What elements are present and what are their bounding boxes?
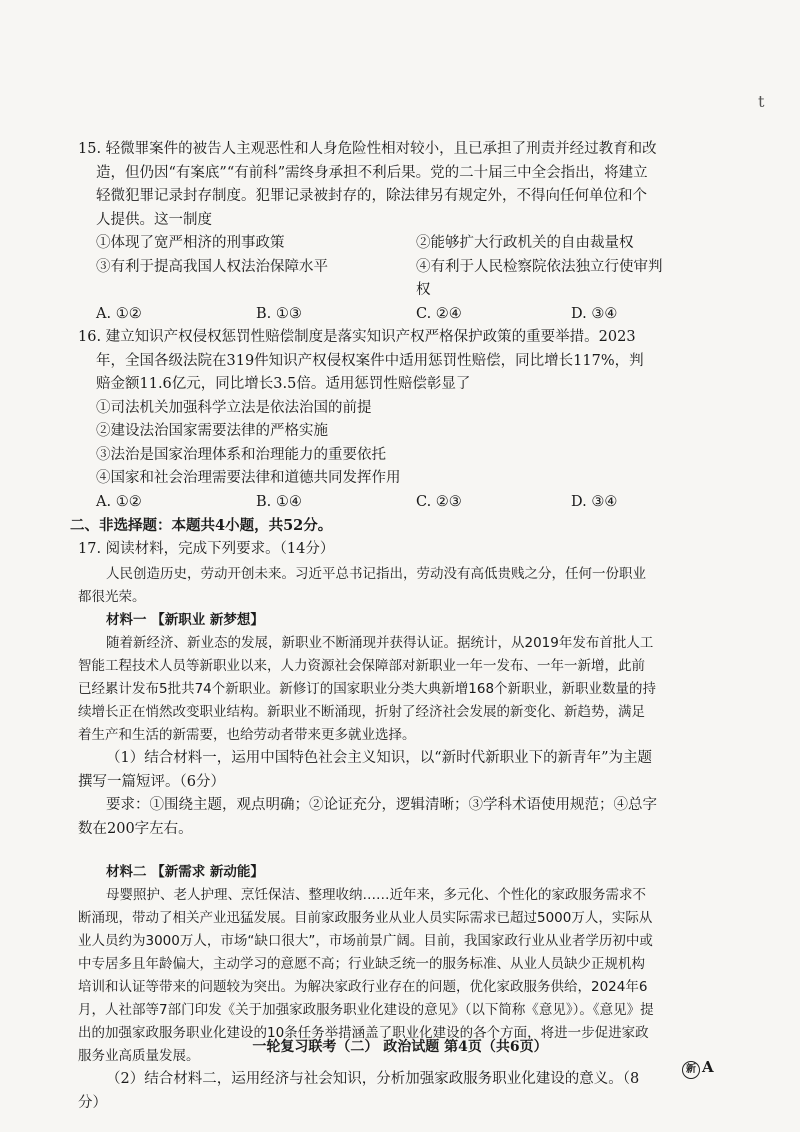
q16-option-2: ②建设法治国家需要法律的严格实施 <box>96 423 328 439</box>
q15-option-3: ③有利于提高我国人权法治保障水平 <box>96 258 328 275</box>
question-16-stem: 16. 建立知识产权侵权惩罚性赔偿制度是落实知识产权严格保护政策的重要举措。2023年，全国各级法院在319件知识产权侵权案件中适用惩罚性赔偿，同比增长117%，判赔金额11.6亿元，同比增长3.5倍。适用惩罚性赔偿彰显了 <box>78 329 644 392</box>
q16-option-3: ③法治是国家治理体系和治理能力的重要依托 <box>96 446 386 463</box>
task-2: （2）结合材料二，运用经济与社会知识，分析加强家政服务职业化建设的意义。（8分） <box>78 1071 640 1111</box>
question-16-choices <box>78 491 658 515</box>
question-15-choices <box>78 303 658 327</box>
q15-option-2: ②能够扩大行政机关的自由裁量权 <box>416 235 634 251</box>
material-2-text: 母婴照护、老人护理、烹饪保洁、整理收纳……近年来，多元化、个性化的家政服务需求不断涌现，带动了相关产业迅猛发展。目前家政服务业从业人员实际需求已超过5000万人，实际从业人员约为3000万人，市场“缺口很大”，市场前景广阔。目前，我国家政行业从业者学历初中或中专居多且年龄偏大，主动学习的意愿不高；行业缺乏统一的服务标准、从业人员缺少正规机构培训和认证等带来的问题较为突出。为解决家政行业存在的问题，优化家政服务供给，2024年6月，人社部等7部门印发《关于加强家政服务职业化建设的意见》（以下简称《意见》）。《意见》提出的加强家政服务职业化建设的10条任务举措涵盖了职业化建设的各个方面，将进一步促进家政服务业高质量发展。 <box>78 887 654 1064</box>
material-1-title: 材料一 【新职业 新梦想】 <box>106 612 264 628</box>
q15-choice-d: D. ③④ <box>571 305 618 322</box>
q15-choice-c: C. ②④ <box>416 305 462 322</box>
q15-option-4: ④有利于人民检察院依法独立行使审判权 <box>416 258 663 298</box>
task-1: （1）结合材料一，运用中国特色社会主义知识，以“新时代新职业下的新青年”为主题撰写一篇短评。（6分） <box>78 750 653 790</box>
q16-choice-b: B. ①④ <box>256 493 302 510</box>
question-15-stem: 15. 轻微罪案件的被告人主观恶性和人身危险性相对较小，且已承担了刑责并经过教育和改造，但仍因“有案底”“有前科”需终身承担不利后果。党的二十届三中全会指出，将建立轻微犯罪记录封存制度。犯罪记录被封存的，除法律另有规定外，不得向任何单位和个人提供。这一制度 <box>78 141 657 228</box>
q15-choice-b: B. ①③ <box>256 305 302 322</box>
question-15 <box>78 138 663 326</box>
material-block <box>78 563 658 747</box>
task-1-requirements: 要求：①围绕主题，观点明确；②论证充分，逻辑清晰；③学科术语使用规范；④总字数在200字左右。 <box>78 797 657 837</box>
version-badge <box>682 1058 714 1079</box>
q15-choice-a: A. ①② <box>96 305 142 322</box>
q16-choice-a: A. ①② <box>96 493 142 510</box>
material-2-title: 材料二 【新需求 新动能】 <box>106 864 264 880</box>
page-footer: 一轮复习联考（二） 政治试题 第4页（共6页） <box>252 1039 548 1055</box>
corner-mark: t <box>758 92 765 111</box>
material-1-text: 随着新经济、新业态的发展，新职业不断涌现并获得认证。据统计，从2019年发布首批人工智能工程技术人员等新职业以来，人力资源社会保障部对新职业一年一发布、一年一新增，此前已经累计发布5批共74个新职业。新修订的国家职业分类大典新增168个新职业，新职业数量的持续增长正在悄然改变职业结构。新职业不断涌现，折射了经济社会发展的新变化、新趋势，满足着生产和生活的新需要，也给劳动者带来更多就业选择。 <box>78 635 657 743</box>
question-16 <box>78 326 658 514</box>
q16-choice-c: C. ②③ <box>416 493 462 510</box>
question-15-options <box>78 232 663 303</box>
q16-option-4: ④国家和社会治理需要法律和道德共同发挥作用 <box>96 470 401 486</box>
q15-option-1: ①体现了宽严相济的刑事政策 <box>96 235 285 251</box>
q17-intro: 人民创造历史，劳动开创未来。习近平总书记指出，劳动没有高低贵贱之分，任何一份职业都很光荣。 <box>78 566 646 605</box>
q16-choice-d: D. ③④ <box>571 493 618 510</box>
circled-mark: 新 <box>682 1061 700 1079</box>
spacer <box>78 841 658 859</box>
question-17-stem: 17. 阅读材料，完成下列要求。（14分） <box>78 540 335 557</box>
question-17 <box>78 538 658 1116</box>
version-letter: A <box>702 1058 714 1076</box>
section-2-heading: 二、非选择题：本题共4小题，共52分。 <box>70 517 333 534</box>
q16-option-1: ①司法机关加强科学立法是依法治国的前提 <box>96 399 372 416</box>
content-area <box>70 138 663 1115</box>
